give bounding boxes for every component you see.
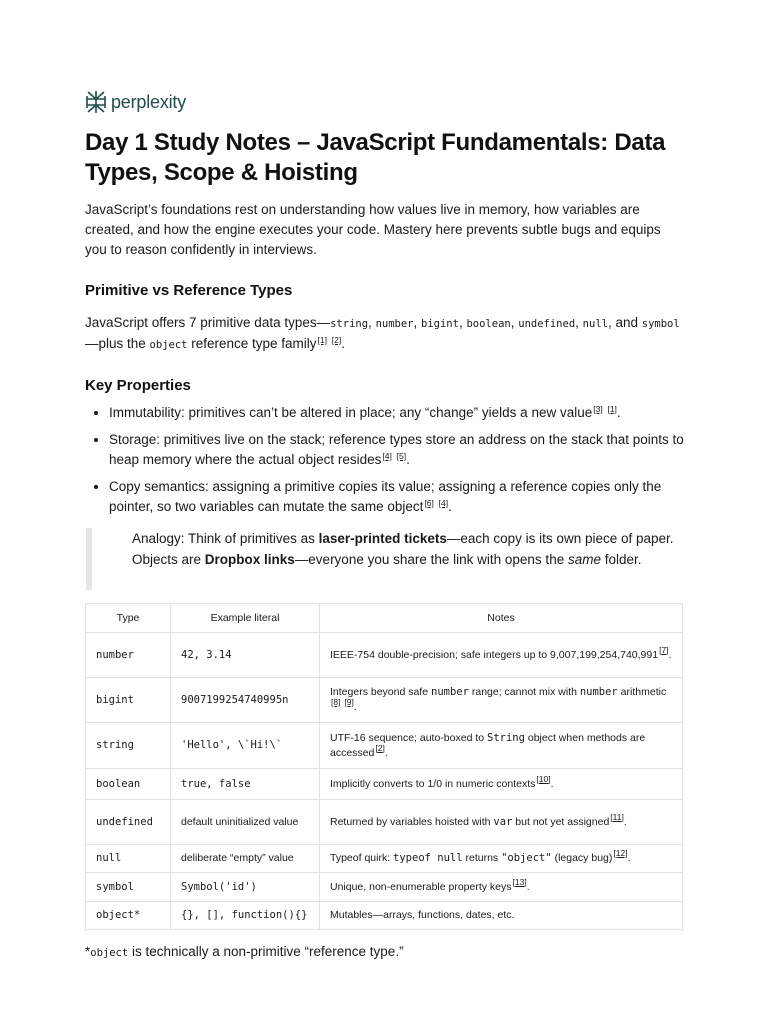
logo-wordmark: perplexity: [111, 91, 187, 112]
notes-cell: [320, 723, 683, 769]
type-cell: object*: [86, 902, 171, 930]
notes-code: "object": [501, 852, 552, 864]
notes-text: Unique, non-enumerable property keys: [330, 880, 512, 893]
list-item-text: Storage: primitives live on the stack; reference types store an address on the stack that points to heap memory where the actual object resides: [109, 432, 684, 467]
notes-code: number: [431, 686, 469, 698]
example-cell: 42, 3.14: [171, 633, 320, 678]
notes-cell: [320, 769, 683, 800]
footnote-text: is technically a non-primitive “reference type.”: [128, 944, 404, 959]
period: .: [627, 852, 631, 864]
notes-cell: [320, 845, 683, 873]
table-header: Type: [86, 604, 171, 633]
citation-link[interactable]: [2]: [375, 742, 385, 753]
citation-link[interactable]: [12]: [613, 848, 628, 858]
citation-link[interactable]: [7]: [659, 644, 669, 655]
analogy-italic: same: [567, 552, 601, 567]
example-cell: 9007199254740995n: [171, 678, 320, 723]
type-cell: undefined: [86, 800, 171, 845]
period: .: [550, 777, 554, 790]
footnote-code: object: [90, 947, 129, 959]
period: .: [448, 499, 452, 514]
table-row: [86, 678, 683, 723]
notes-cell: [320, 678, 683, 723]
citation-link[interactable]: [1]: [317, 335, 327, 345]
example-cell: deliberate “empty” value: [171, 845, 320, 873]
primitive-text-post: reference type family: [187, 336, 317, 351]
analogy-blockquote: [86, 528, 702, 590]
citation-link[interactable]: [5]: [396, 451, 407, 461]
perplexity-logo-icon: [85, 90, 107, 114]
notes-text: Integers beyond safe: [330, 686, 431, 698]
type-cell: bigint: [86, 678, 171, 723]
period: .: [616, 405, 621, 420]
type-cell: symbol: [86, 873, 171, 902]
code-string: string: [330, 318, 369, 330]
table-header: Notes: [320, 604, 683, 633]
table-row: [86, 845, 683, 873]
notes-text: Typeof quirk:: [330, 852, 394, 864]
example-cell: {}, [], function(){}: [171, 902, 320, 930]
period: .: [384, 746, 388, 759]
citation-link[interactable]: [8]: [331, 697, 341, 707]
code-symbol: symbol: [641, 318, 680, 330]
example-cell: Symbol('id'): [171, 873, 320, 902]
period: .: [526, 880, 530, 893]
notes-text: UTF-16 sequence; auto-boxed to: [330, 731, 488, 744]
sep: ,: [368, 315, 376, 330]
notes-cell: [320, 873, 683, 902]
period: .: [341, 336, 345, 351]
period: .: [668, 648, 672, 661]
citation-link[interactable]: [2]: [331, 335, 342, 345]
key-properties-list: [85, 403, 709, 524]
notes-cell: [320, 633, 683, 678]
list-item-text: Immutability: primitives can’t be altered in place; any “change” yields a new value: [109, 405, 593, 420]
table-header: Example literal: [171, 604, 320, 633]
code-bigint: bigint: [421, 318, 459, 330]
sep: ,: [575, 315, 583, 330]
section-heading-primitive-vs-reference: Primitive vs Reference Types: [85, 282, 293, 299]
type-cell: null: [86, 845, 171, 873]
notes-code: var: [493, 815, 513, 828]
notes-code: typeof null: [393, 852, 463, 864]
analogy-bold: laser-printed tickets: [318, 531, 447, 546]
sep: ,: [510, 315, 519, 330]
table-row: [86, 902, 683, 930]
data-types-table: [85, 603, 683, 930]
footnote: [85, 944, 404, 959]
primitive-types-paragraph: [85, 313, 685, 355]
table-row: [86, 633, 683, 678]
notes-text: Implicitly converts to 1/0 in numeric contexts: [330, 777, 536, 790]
code-undefined: undefined: [518, 318, 576, 330]
sep: ,: [413, 315, 422, 330]
sep: ,: [458, 315, 467, 330]
code-null: null: [582, 318, 608, 330]
table-row: [86, 769, 683, 800]
example-cell: 'Hello', \`Hi!\`: [171, 723, 320, 769]
code-boolean: boolean: [466, 318, 511, 330]
notes-text: range; cannot mix with: [468, 686, 580, 698]
sep: , and: [607, 315, 642, 330]
citation-link[interactable]: [10]: [536, 773, 551, 784]
notes-text: returns: [462, 852, 502, 864]
perplexity-logo: [85, 90, 186, 114]
primitive-text-mid: —plus the: [85, 336, 150, 351]
notes-text: Returned by variables hoisted with: [330, 815, 494, 828]
type-cell: string: [86, 723, 171, 769]
page-title: Day 1 Study Notes – JavaScript Fundamentals: Data Types, Scope & Hoisting: [85, 129, 666, 186]
notes-code: number: [579, 686, 618, 698]
notes-text: object when methods are accessed: [330, 731, 646, 759]
citation-link[interactable]: [13]: [512, 876, 527, 887]
analogy-text: folder.: [600, 552, 642, 567]
type-cell: number: [86, 633, 171, 678]
citation-link[interactable]: [11]: [610, 811, 624, 822]
list-item-text: Copy semantics: assigning a primitive copies its value; assigning a reference copies only the pointer, so two variables can mutate the same object: [109, 479, 662, 514]
analogy-bold: Dropbox links: [204, 552, 295, 567]
notes-text: arithmetic: [617, 686, 667, 698]
list-item: [109, 403, 709, 423]
table-row: [86, 723, 683, 769]
section-heading-key-properties: Key Properties: [85, 377, 191, 394]
analogy-text: —each copy is its own piece of paper. Objects are: [132, 531, 674, 567]
code-number: number: [375, 318, 414, 330]
notes-code: String: [487, 731, 525, 744]
intro-paragraph: JavaScript’s foundations rest on understanding how values live in memory, how variables are created, and how the engine executes your code. Mastery here prevents subtle bugs and equips you to reason confidently in interviews.: [85, 202, 661, 257]
notes-text: (legacy bug): [551, 852, 613, 864]
analogy-text: —everyone you share the link with opens the: [294, 552, 568, 567]
citation-link[interactable]: [4]: [438, 498, 449, 508]
primitive-text-pre: JavaScript offers 7 primitive data types—: [85, 315, 331, 330]
code-object: object: [149, 339, 188, 351]
footnote-star: *: [85, 944, 91, 959]
citation-link[interactable]: [6]: [424, 498, 434, 508]
citation-link[interactable]: [1]: [607, 404, 617, 414]
list-item: [109, 430, 709, 470]
citation-link[interactable]: [9]: [344, 697, 354, 707]
citation-link[interactable]: [3]: [593, 404, 603, 414]
period: .: [353, 701, 357, 713]
period: .: [623, 815, 627, 828]
notes-cell: Mutables—arrays, functions, dates, etc.: [320, 902, 683, 930]
notes-text: IEEE-754 double-precision; safe integers up to 9,007,199,254,740,991: [330, 648, 659, 661]
period: .: [406, 452, 410, 467]
table-row: [86, 800, 683, 845]
citation-link[interactable]: [4]: [382, 451, 392, 461]
table-row: [86, 873, 683, 902]
example-cell: true, false: [171, 769, 320, 800]
list-item: [109, 477, 709, 517]
example-cell: default uninitialized value: [171, 800, 320, 845]
type-cell: boolean: [86, 769, 171, 800]
notes-text: but not yet assigned: [512, 815, 610, 828]
table-header-row: [86, 604, 683, 633]
analogy-text: Analogy: Think of primitives as: [132, 531, 319, 546]
notes-cell: [320, 800, 683, 845]
